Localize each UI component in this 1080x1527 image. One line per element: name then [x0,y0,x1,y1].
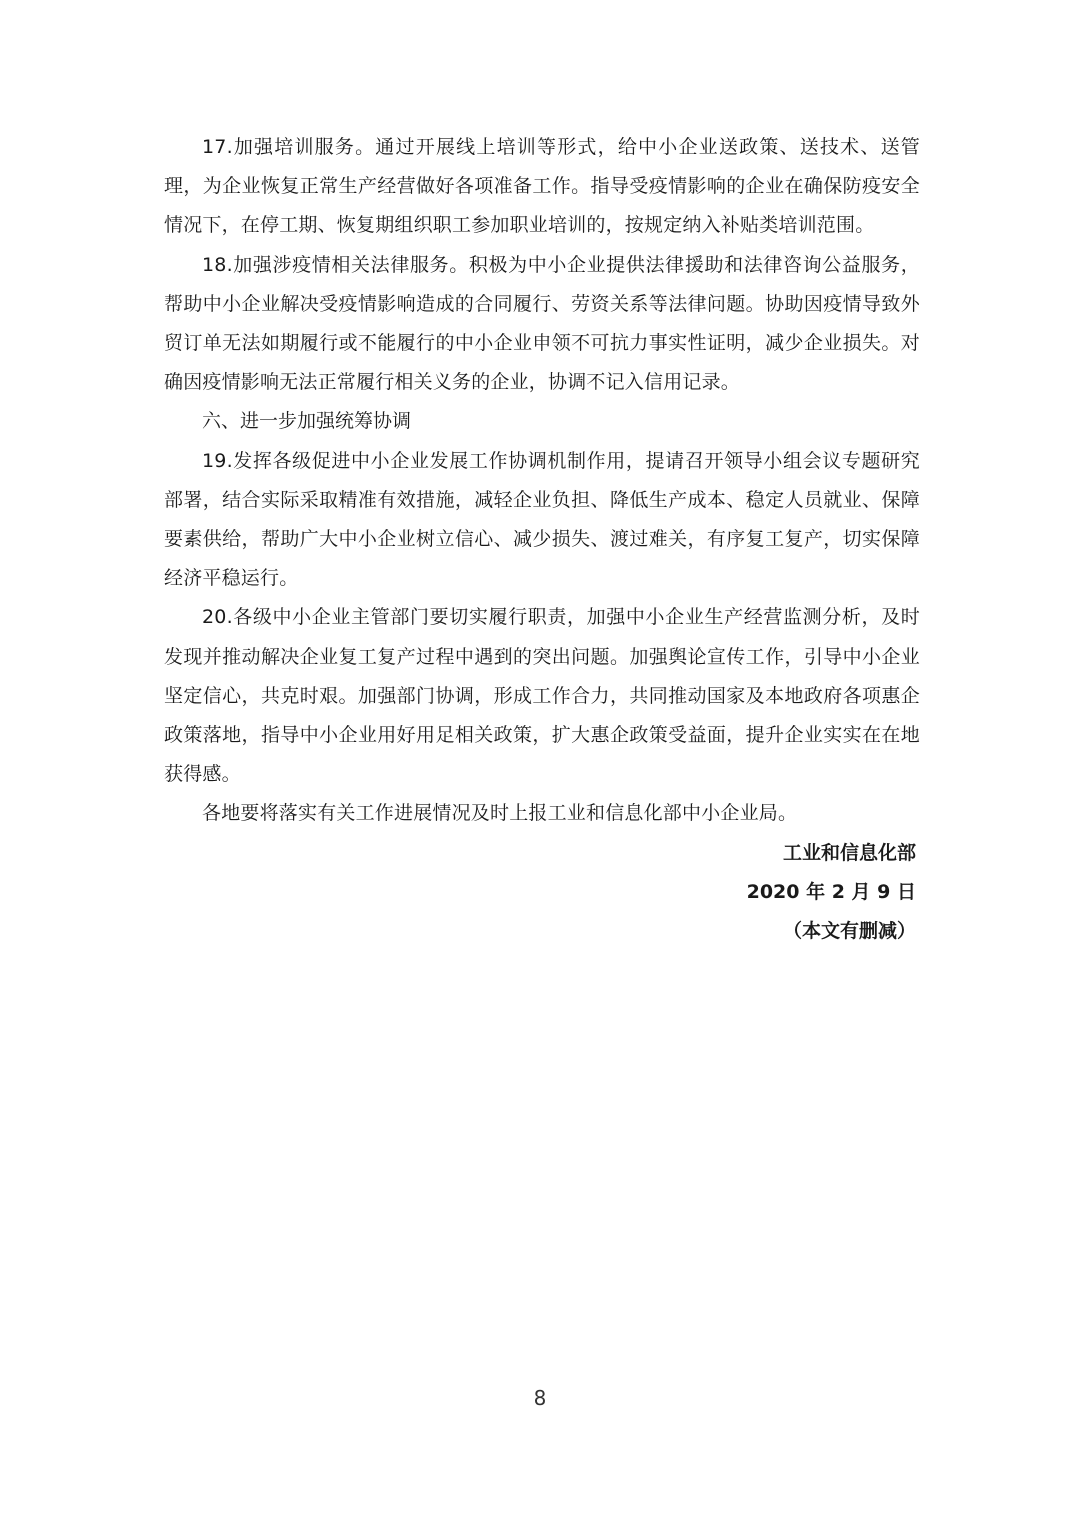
paragraph-19: 19.发挥各级促进中小企业发展工作协调机制作用，提请召开领导小组会议专题研究部署，结合实际采取精准有效措施，减轻企业负担、降低生产成本、稳定人员就业、保障要素供给，帮助广大中小企业树立信心、减少损失、渡过难关，有序复工复产，切实保障经济平稳运行。 [164,449,920,590]
paragraph-closing: 各地要将落实有关工作进展情况及时上报工业和信息化部中小企业局。 [202,802,798,825]
page-number: 8 [533,1386,547,1410]
signature-date: 2020 年 2 月 9 日 [746,881,916,903]
section-heading: 六、进一步加强统筹协调 [202,410,412,433]
paragraph-18: 18.加强涉疫情相关法律服务。积极为中小企业提供法律援助和法律咨询公益服务，帮助中小企业解决受疫情影响造成的合同履行、劳资关系等法律问题。协助因疫情导致外贸订单无法如期履行或不能履行的中小企业申领不可抗力事实性证明，减少企业损失。对确因疫情影响无法正常履行相关义务的企业，协调不记入信用记录。 [164,253,920,394]
paragraph-17: 17.加强培训服务。通过开展线上培训等形式，给中小企业送政策、送技术、送管理，为企业恢复正常生产经营做好各项准备工作。指导受疫情影响的企业在确保防疫安全情况下，在停工期、恢复期组织职工参加职业培训的，按规定纳入补贴类培训范围。 [164,136,920,237]
signature-org: 工业和信息化部 [782,842,916,864]
document-body [164,128,920,834]
signature-note: （本文有删减） [782,920,916,942]
paragraph-20: 20.各级中小企业主管部门要切实履行职责，加强中小企业生产经营监测分析，及时发现并推动解决企业复工复产过程中遇到的突出问题。加强舆论宣传工作，引导中小企业坚定信心，共克时艰。加强部门协调，形成工作合力，共同推动国家及本地政府各项惠企政策落地，指导中小企业用好用足相关政策，扩大惠企政策受益面，提升企业实实在在地获得感。 [164,606,920,786]
signature-block [747,834,916,951]
